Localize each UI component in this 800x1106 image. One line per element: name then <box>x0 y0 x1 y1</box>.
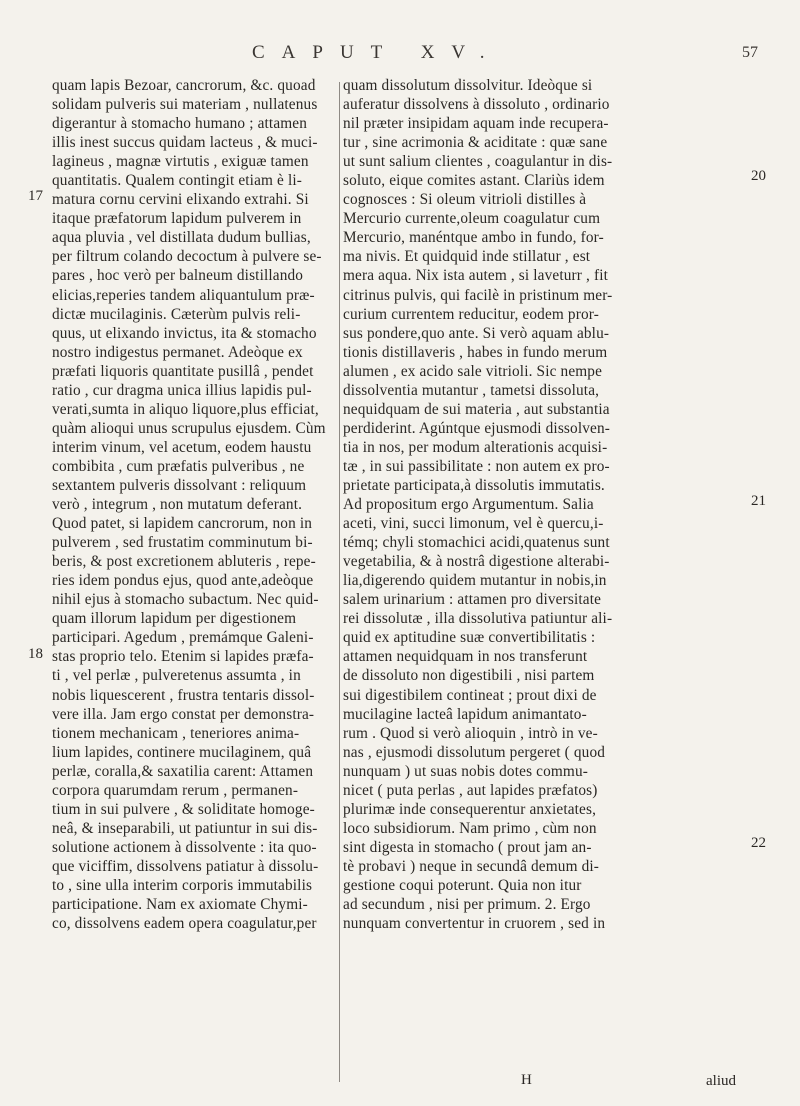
text-line: tur , sine acrimonia & aciditate : quæ sane <box>343 134 608 152</box>
text-line: solidam pulveris sui materiam , nullatenus <box>52 96 318 114</box>
text-line: perdiderint. Agúntque ejusmodi dissolven- <box>343 419 611 437</box>
catchword: aliud <box>706 1073 736 1089</box>
text-line: aceti, vini, succi limonum, vel è quercu,i- <box>343 515 604 533</box>
text-line: beris, & post excretionem abluteris , repe- <box>52 553 316 571</box>
page-number: 57 <box>742 44 758 61</box>
text-line: loco subsidiorum. Nam primo , cùm non <box>343 819 597 837</box>
text-line: rei dissolutæ , illa dissolutiva patiuntur ali- <box>343 610 613 628</box>
text-line: verati,sumta in aliquo liquore,plus efficiat, <box>52 400 319 418</box>
text-line: auferatur dissolvens à dissoluto , ordinario <box>343 96 610 114</box>
text-line: illis inest succus quidam lacteus , & muci- <box>52 134 318 152</box>
text-line: digerantur à stomacho humano ; attamen <box>52 115 308 133</box>
text-line: quam lapis Bezoar, cancrorum, &c. quoad <box>52 77 316 94</box>
running-head: CAPUT XV. <box>252 42 502 63</box>
text-line: ries idem pondus ejus, quod ante,adeòque <box>52 572 314 590</box>
text-line: nihil ejus à stomacho subactum. Nec quid- <box>52 591 319 609</box>
text-line: ut sunt salium clientes , coagulantur in dis- <box>343 153 613 171</box>
text-line: ti , vel perlæ , pulveretenus assumta , in <box>52 667 301 685</box>
text-line: quus, ut elixando invictus, ita & stomacho <box>52 324 317 342</box>
text-line: prietate participata,à dissolutis immutatis. <box>343 476 605 494</box>
text-line: quantitatis. Qualem contingit etiam è li- <box>52 172 302 190</box>
text-line: nobis liquescerent , frustra tentaris dissol- <box>52 686 315 704</box>
text-line: tium in sui pulvere , & soliditate homoge- <box>52 800 315 818</box>
text-line: mucilagine lacteâ lapidum animantato- <box>343 705 587 723</box>
text-line: cognosces : Si oleum vitrioli distilles à <box>343 191 587 209</box>
text-line: combibita , cum præfatis pulveribus , ne <box>52 457 305 475</box>
text-line: tè probavi ) neque in secundâ demum di- <box>343 857 600 875</box>
text-line: tæ , in sui passibilitate : non autem ex pro- <box>343 457 610 475</box>
text-line: stas proprio telo. Etenim si lapides præfa- <box>52 648 314 666</box>
text-line: quàm alioqui unus scrupulus ejusdem. Cùm <box>52 419 326 437</box>
text-line: solutione actionem à dissolvente : ita quo- <box>52 838 317 856</box>
text-line: Mercurio, manéntque ambo in fundo, for- <box>343 229 604 247</box>
text-line: nunquam ) ut suas nobis dotes commu- <box>343 762 589 780</box>
text-line: quam illorum lapidum per digestionem <box>52 610 297 628</box>
text-line: vere illa. Jam ergo constat per demonstra- <box>52 705 315 723</box>
marginal-number-17: 17 <box>28 188 43 204</box>
text-line: Mercurio currente,oleum coagulatur cum <box>343 210 601 228</box>
text-line: que viciffim, dissolvens patiatur à dissolu- <box>52 857 319 875</box>
text-line: pulverem , sed frustatim comminutum bi- <box>52 534 313 552</box>
text-line: nunquam convertentur in cruorem , sed in <box>343 915 606 933</box>
text-line: quam dissolutum dissolvitur. Ideòque si <box>343 77 593 94</box>
text-line: aqua pluvia , vel distillata dudum bullias, <box>52 229 311 247</box>
text-line: neâ, & inseparabili, ut patiuntur in sui dis- <box>52 819 318 837</box>
text-line: nil præter insipidam aquam inde recupera- <box>343 115 609 133</box>
text-line: itaque præfatorum lapidum pulverem in <box>52 210 302 228</box>
signature-mark: H <box>521 1072 532 1088</box>
text-line: curium currentem reducitur, eodem pror- <box>343 305 599 323</box>
text-line: citrinus pulvis, qui facilè in pristinum mer- <box>343 286 613 304</box>
text-line: dictæ mucilaginis. Cæterùm pulvis reli- <box>52 305 301 323</box>
text-line: participari. Agedum , premámque Galeni- <box>52 629 314 647</box>
marginal-number-22: 22 <box>751 835 766 851</box>
text-line: nas , ejusmodi dissolutum pergeret ( quod <box>343 743 606 761</box>
marginal-number-18: 18 <box>28 646 43 662</box>
text-line: lagineus , magnæ virtutis , exiguæ tamen <box>52 153 309 171</box>
text-line: dissolventia mutantur , tametsi dissoluta, <box>343 381 600 399</box>
marginal-number-20: 20 <box>751 168 766 184</box>
text-line: elicias,reperies tandem aliquantulum præ- <box>52 286 315 304</box>
text-line: de dissoluto non digestibili , nisi partem <box>343 667 595 685</box>
text-line: sextantem pulveris dissolvant : reliquum <box>52 476 307 494</box>
text-line: pares , hoc verò per balneum distillando <box>52 267 304 285</box>
text-line: præfati liquoris quantitate pusillâ , pendet <box>52 362 314 380</box>
text-line: lia,digerendo quidem mutantur in nobis,in <box>343 572 607 590</box>
text-line: ad secundum , nisi per primum. 2. Ergo <box>343 896 591 914</box>
text-line: lium lapides, continere mucilaginem, quâ <box>52 743 312 761</box>
text-line: témq; chyli stomachici acidi,quatenus sunt <box>343 534 610 552</box>
text-line: nicet ( puta perlas , aut lapides præfatos) <box>343 781 598 799</box>
text-line: plurimæ inde consequerentur anxietates, <box>343 800 597 818</box>
text-line: gestione coqui poterunt. Quia non itur <box>343 876 582 894</box>
text-line: co, dissolvens eadem opera coagulatur,per <box>52 915 317 933</box>
page-header <box>0 42 800 72</box>
text-line: ratio , cur dragma unica illius lapidis pul- <box>52 381 312 399</box>
text-line: mera aqua. Nix ista autem , si laveturr , fit <box>343 267 609 285</box>
text-line: tionis distillaveris , habes in fundo merum <box>343 343 608 361</box>
text-line: alumen , ex acido sale vitrioli. Sic nempe <box>343 362 603 380</box>
text-line: attamen nequidquam in nos transferunt <box>343 648 588 666</box>
column-divider <box>339 82 340 1082</box>
text-line: quid ex aptitudine suæ convertibilitatis : <box>343 629 596 647</box>
left-column <box>52 76 337 933</box>
text-line: verò , integrum , non mutatum deferant. <box>52 496 303 514</box>
text-line: sint digesta in stomacho ( prout jam an- <box>343 838 592 856</box>
text-line: Ad propositum ergo Argumentum. Salia <box>343 496 594 514</box>
text-line: nostro indigestus permanet. Adeòque ex <box>52 343 303 361</box>
text-line: tia in nos, per modum alterationis acquisi- <box>343 438 608 456</box>
text-line: per filtrum colando decoctum à pulvere se- <box>52 248 322 266</box>
text-line: Quod patet, si lapidem cancrorum, non in <box>52 515 313 533</box>
text-line: sui digestibilem contineat ; prout dixi de <box>343 686 597 704</box>
text-line: matura cornu cervini elixando extrahi. Si <box>52 191 309 209</box>
marginal-number-21: 21 <box>751 493 766 509</box>
text-line: participatione. Nam ex axiomate Chymi- <box>52 896 308 914</box>
text-line: to , sine ulla interim corporis immutabilis <box>52 876 313 894</box>
text-line: rum . Quod si verò alioquin , intrò in ve- <box>343 724 598 742</box>
right-column <box>343 76 723 933</box>
text-line: soluto, eique comites astant. Clariùs idem <box>343 172 605 190</box>
text-line: perlæ, coralla,& saxatilia carent: Attamen <box>52 762 314 780</box>
text-line: ma nivis. Et quidquid inde stillatur , est <box>343 248 591 266</box>
text-line: interim vinum, vel acetum, eodem haustu <box>52 438 312 456</box>
text-line: corpora quarumdam rerum , permanen- <box>52 781 299 799</box>
text-line: tionem mechanicam , teneriores anima- <box>52 724 300 742</box>
text-line: nequidquam de sui materia , aut substantia <box>343 400 610 418</box>
text-line: salem urinarium : attamen pro diversitate <box>343 591 602 609</box>
text-line: vegetabilia, & à nostrâ digestione alterabi- <box>343 553 610 571</box>
text-line: sus pondere,quo ante. Si verò aquam ablu- <box>343 324 610 342</box>
